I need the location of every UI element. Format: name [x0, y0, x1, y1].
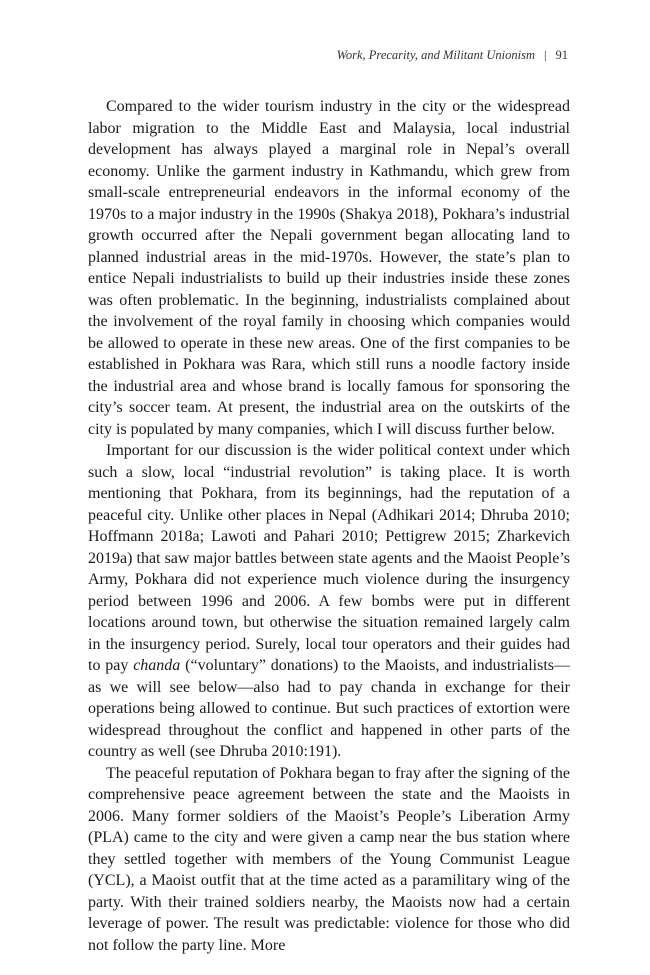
- running-title: Work, Precarity, and Militant Unionism: [336, 48, 535, 62]
- paragraph-3: The peaceful reputation of Pokhara began to fray after the signing of the comprehensive peace agreement between the state and the Maoists in 2006. Many former soldiers of the Maoist’s People’s Liberation Army (PLA) came to the city and were given a camp near the bus station where they settled together with members of the Young Communist League (YCL), a Maoist outfit that at the time acted as a paramilitary wing of the party. With their trained soldiers nearby, the Maoists now had a certain leverage of power. The result was predictable: violence for those who did not follow the party line. More: [88, 764, 570, 954]
- page-number: 91: [555, 48, 568, 62]
- body-text: [88, 96, 570, 956]
- running-head: [337, 48, 568, 63]
- paragraph-1: Compared to the wider tourism industry in the city or the widespread labor migration to the Middle East and Malaysia, local industrial development has always played a marginal role in Nepal’s overall economy. Unlike the garment industry in Kathmandu, which grew from small-scale entrepreneurial endeavors in the informal economy of the 1970s to a major industry in the 1990s (Shakya 2018), Pokhara’s industrial growth occurred after the Nepali government began allocating land to planned industrial areas in the mid-1970s. However, the state’s plan to entice Nepali industrialists to build up their industries inside these zones was often problematic. In the beginning, industrialists complained about the involvement of the royal family in choosing which companies would be allowed to operate in these new areas. One of the first companies to be established in Pokhara was Rara, which still runs a noodle factory inside the industrial area and whose brand is locally famous for sponsoring the city’s soccer team. At present, the industrial area on the outskirts of the city is populated by many companies, which I will discuss further below.: [88, 98, 570, 438]
- paragraph-2-text-b: (“voluntary” donations) to the Maoists, and industrialists—as we will see below—also had to pay chanda in exchange for their operations being allowed to continue. But such practices of extortion were widespread throughout the conflict and happened in other parts of the country as well (see Dhruba 2010:191).: [88, 657, 571, 760]
- paragraph-2: [88, 440, 570, 763]
- paragraph-2-text-a: Important for our discussion is the wider political context under which such a slow, local “industrial revolution” is taking place. It is worth mentioning that Pokhara, from its beginnings, had the reputation of a peaceful city. Unlike other places in Nepal (Adhikari 2014; Dhruba 2010; Hoffmann 2018a; Lawoti and Pahari 2010; Pettigrew 2015; Zharkevich 2019a) that saw major battles between state agents and the Maoist People’s Army, Pokhara did not experience much violence during the insurgency period between 1996 and 2006. A few bombs were put in different locations around town, but otherwise the situation remained largely calm in the insurgency period. Surely, local tour operators and their guides had to pay: [88, 442, 570, 674]
- header-separator: |: [543, 48, 547, 62]
- term-chanda: chanda: [133, 657, 181, 674]
